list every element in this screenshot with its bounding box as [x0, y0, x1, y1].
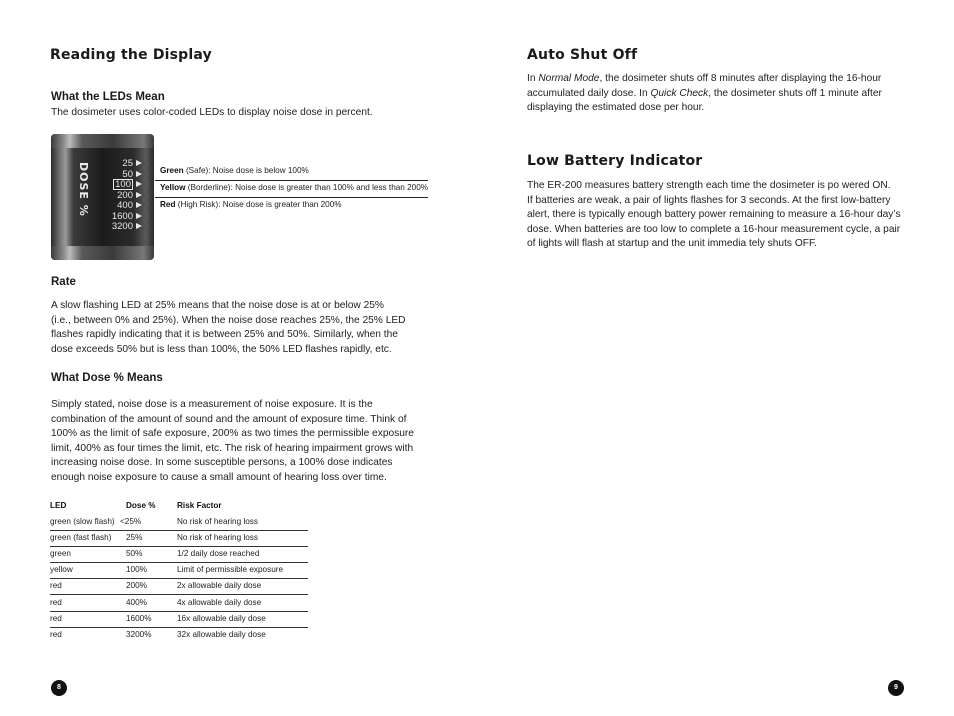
device-top-band — [51, 134, 154, 148]
legend-row-yellow — [155, 180, 428, 196]
battery-line: dose. When batteries are too low to complete a 16-hour measurement cycle, a pair — [527, 223, 901, 235]
column-header-risk: Risk Factor — [177, 501, 222, 510]
table-row — [50, 595, 308, 612]
cell-risk: No risk of hearing loss — [177, 517, 258, 526]
text-run: In — [527, 73, 539, 84]
scale-row — [87, 190, 149, 201]
arrow-right-icon — [136, 202, 142, 208]
cell-risk: 2x allowable daily dose — [177, 581, 262, 590]
led-indicator-icon — [145, 224, 149, 228]
shutoff-line — [527, 72, 882, 87]
led-indicator-icon — [145, 203, 149, 207]
battery-line: of lights will flash at startup and the unit immedia tely shuts OFF. — [527, 238, 817, 250]
dose-line: 100% as the limit of safe exposure, 200% as two times the permissible exposure — [51, 428, 414, 440]
scale-value: 1600 — [111, 210, 133, 222]
page-number-right: 9 — [888, 680, 904, 696]
scale-row — [87, 169, 149, 180]
cell-led: red — [50, 598, 62, 607]
auto-shut-off-paragraph — [527, 72, 882, 116]
leds-heading: What the LEDs Mean — [51, 91, 165, 103]
scale-row — [87, 179, 149, 190]
shutoff-line: displaying the estimated dose per hour. — [527, 102, 705, 114]
low-battery-title: Low Battery Indicator — [527, 153, 703, 169]
device-bottom-band — [51, 246, 154, 260]
page-number-left: 8 — [51, 680, 67, 696]
led-indicator-icon — [145, 214, 149, 218]
scale-row — [87, 211, 149, 222]
cell-dose: 50% — [126, 549, 143, 558]
battery-line: alert, there is typically enough battery power remaining to measure a 16-hour day’s — [527, 209, 901, 221]
legend-color-name: Red — [160, 200, 176, 209]
led-indicator-icon — [145, 193, 149, 197]
arrow-right-icon — [136, 192, 142, 198]
dose-line: increasing noise dose. In some susceptible persons, a 100% dose indicates — [51, 457, 393, 469]
cell-led: yellow — [50, 565, 73, 574]
table-row — [50, 611, 308, 628]
legend-color-name: Green — [160, 166, 184, 175]
battery-line: The ER-200 measures battery strength each time the dosimeter is po wered ON. — [527, 180, 891, 191]
dose-percent-label: DOSE % — [77, 162, 90, 217]
led-indicator-icon — [145, 161, 149, 165]
table-row — [50, 627, 308, 643]
cell-dose: 25% — [126, 533, 143, 542]
scale-value-highlighted: 100 — [115, 179, 131, 190]
dose-line: combination of the amount of sound and the amount of exposure time. Think of — [51, 413, 407, 425]
table-row — [50, 514, 308, 531]
cell-dose: 400% — [126, 598, 147, 607]
auto-shut-off-title: Auto Shut Off — [527, 47, 638, 63]
cell-led: red — [50, 630, 62, 639]
legend-description: (Safe): Noise dose is below 100% — [183, 166, 309, 175]
dose-line: enough noise exposure to cause a small amount of hearing loss over time. — [51, 471, 387, 483]
scale-value: 3200 — [111, 221, 133, 232]
rate-line: A slow flashing LED at 25% means that the noise dose is at or below 25% — [51, 300, 384, 311]
cell-led: green (slow flash) — [50, 517, 115, 526]
cell-led: red — [50, 581, 62, 590]
cell-risk: 16x allowable daily dose — [177, 614, 266, 623]
legend-color-name: Yellow — [160, 183, 186, 192]
cell-dose: 100% — [126, 565, 147, 574]
cell-dose: 200% — [126, 581, 147, 590]
cell-risk: No risk of hearing loss — [177, 533, 258, 542]
text-run: , the dosimeter shuts off 8 minutes after displaying the 16-hour — [599, 73, 882, 84]
rate-line: dose exceeds 50% but is less than 100%, the 50% LED flashes rapidly, etc. — [51, 343, 392, 355]
legend-row-red — [155, 197, 428, 213]
scale-value: 25 — [122, 158, 133, 169]
arrow-right-icon — [136, 160, 142, 166]
rate-line: (i.e., between 0% and 25%). When the noise dose reaches 25%, the 25% LED — [51, 314, 406, 326]
scale-value: 50 — [122, 168, 133, 180]
legend-description: (High Risk): Noise dose is greater than 200% — [175, 200, 342, 209]
reading-display-title: Reading the Display — [50, 47, 212, 63]
dosimeter-display-image — [51, 134, 154, 260]
cell-risk: 32x allowable daily dose — [177, 630, 266, 639]
scale-row — [87, 158, 149, 169]
dose-meaning-heading: What Dose % Means — [51, 372, 163, 384]
table-row — [50, 578, 308, 595]
dose-meaning-paragraph — [51, 398, 414, 486]
cell-dose: 1600% — [126, 614, 152, 623]
mode-name: Quick Check — [650, 87, 709, 99]
column-header-dose: Dose % — [126, 501, 156, 510]
dose-line: limit, 400% as four times the limit, etc. The risk of hearing impairment grows with — [51, 442, 414, 454]
text-run: , the dosimeter shuts off 1 minute after — [708, 87, 882, 99]
dose-line: Simply stated, noise dose is a measurement of noise exposure. It is the — [51, 399, 373, 410]
battery-line: If batteries are weak, a pair of lights flashes for 3 seconds. At the first low-battery — [527, 194, 891, 206]
mode-name: Normal Mode — [538, 73, 600, 84]
leds-intro-text: The dosimeter uses color-coded LEDs to display noise dose in percent. — [51, 107, 373, 118]
cell-risk: 1/2 daily dose reached — [177, 549, 260, 558]
low-battery-paragraph — [527, 179, 901, 252]
scale-value: 400 — [117, 200, 133, 211]
cell-dose: <25% — [120, 517, 142, 526]
led-indicator-icon — [145, 182, 149, 186]
rate-heading: Rate — [51, 276, 76, 288]
cell-dose: 3200% — [126, 630, 152, 639]
legend-row-green — [155, 163, 428, 179]
leds-intro — [51, 106, 373, 121]
table-header-row — [50, 498, 308, 514]
column-header-led: LED — [50, 501, 67, 510]
arrow-right-icon — [136, 213, 142, 219]
text-run: accumulated daily dose. In — [527, 87, 651, 99]
table-row — [50, 562, 308, 579]
table-row — [50, 530, 308, 547]
cell-risk: 4x allowable daily dose — [177, 598, 262, 607]
table-row — [50, 546, 308, 563]
rate-line: flashes rapidly indicating that it is between 25% and 50%. Similarly, when the — [51, 329, 398, 341]
scale-value: 200 — [117, 189, 133, 201]
rate-paragraph — [51, 299, 406, 357]
cell-risk: Limit of permissible exposure — [177, 565, 284, 574]
arrow-right-icon — [136, 223, 142, 229]
scale-row — [87, 221, 149, 232]
cell-led: red — [50, 614, 62, 623]
led-indicator-icon — [145, 172, 149, 176]
arrow-right-icon — [136, 181, 142, 187]
shutoff-line — [527, 87, 882, 102]
legend-description: (Borderline): Noise dose is greater than 100% and less than 200% — [185, 183, 429, 192]
cell-led: green (fast flash) — [50, 533, 112, 542]
arrow-right-icon — [136, 171, 142, 177]
cell-led: green — [50, 549, 71, 558]
scale-row — [87, 200, 149, 211]
